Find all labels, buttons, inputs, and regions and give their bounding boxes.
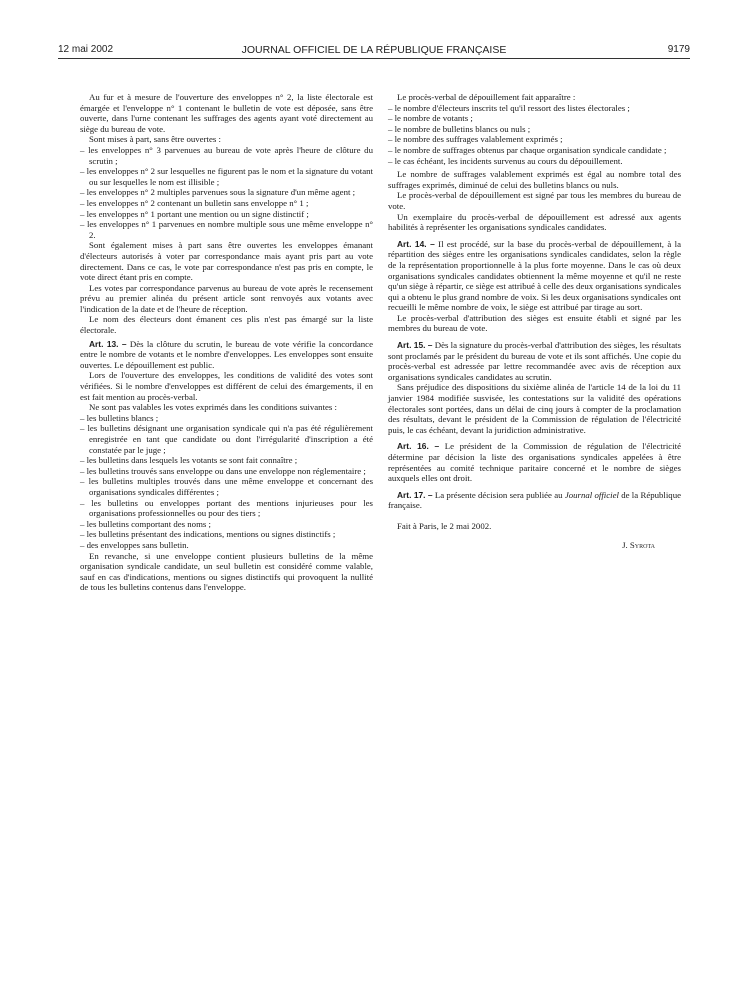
paragraph: Sont également mises à part sans être ouvertes les enveloppes émanant d'électeurs autorisés à voter par correspondance mais ayant pris part au vote directement. Dans ce cas, le vote par correspondance n'est pas pris en compte, le vote direct étant pris en compte. xyxy=(80,240,373,283)
article-label: Art. 17. – xyxy=(397,489,433,500)
article-13 xyxy=(80,339,373,371)
article-text: La présente décision sera publiée au xyxy=(434,489,565,500)
article-14 xyxy=(388,239,681,313)
list-item: – les bulletins désignant une organisation syndicale qui n'a pas été régulièrement enregistrée en tant que candidate ou dont l'irrégularité d'inscription a été constatée par le juge ; xyxy=(80,423,373,455)
page-number: 9179 xyxy=(667,44,690,55)
list-item: – des enveloppes sans bulletin. xyxy=(80,540,373,551)
article-16 xyxy=(388,441,681,483)
paragraph: Ne sont pas valables les votes exprimés dans les conditions suivantes : xyxy=(89,402,337,413)
list-item: – les bulletins ou enveloppes portant des mentions injurieuses pour les organisations professionnelles ou pour des tiers ; xyxy=(80,498,373,519)
list-item: – le nombre de votants ; xyxy=(388,113,681,124)
list-item: – les bulletins dans lesquels les votants se sont fait connaître ; xyxy=(80,455,373,466)
article-label: Art. 16. – xyxy=(397,441,440,452)
list-item: – les bulletins comportant des noms ; xyxy=(80,519,373,530)
excluded-envelopes-list xyxy=(80,145,373,240)
paragraph: Sans préjudice des dispositions du sixième alinéa de l'article 14 de la loi du 11 janvier 1984 modifiée susvisée, les contestations sur la validité des opérations électorales sont portées, dans un délai de cinq jours à compter de la proclamation des résultats, devant le président de la Commission de régulation de l'électricité puis, le cas échéant, devant la juridiction administrative. xyxy=(388,382,681,435)
right-column xyxy=(388,92,681,550)
paragraph: Un exemplaire du procès-verbal de dépouillement est adressé aux agents habilités à représenter les organisations syndicales candidates. xyxy=(388,211,681,233)
list-item: – les enveloppes n° 2 sur lesquelles ne figurent pas le nom et la signature du votant ou sur lesquelles le nom est illisible ; xyxy=(80,166,373,187)
paragraph: Les votes par correspondance parvenus au bureau de vote après le recensement prévu au premier alinéa du présent article sont renvoyés aux votants avec l'indication de la date et de l'heure de réception. xyxy=(80,282,373,314)
article-text: Dès la clôture du scrutin, le bureau de vote vérifie la concordance entre le nombre de votants et le nombre d'enveloppes. Les enveloppes sont ensuite ouvertes. Le dépouillement est public. xyxy=(80,338,373,370)
paragraph: Sont mises à part, sans être ouvertes : xyxy=(89,134,221,145)
paragraph: Lors de l'ouverture des enveloppes, les conditions de validité des votes sont vérifiées. Si le nombre d'enveloppes est différent de celui des émargements, il en est fait mention au procès-verbal. xyxy=(80,370,373,402)
article-label: Art. 15. – xyxy=(397,340,433,351)
article-text: Dès la signature du procès-verbal d'attribution des sièges, les résultats sont proclamés par le président du bureau de vote et ils sont affichés. Une copie du procès-verbal est adressée par lettre recommandée avec avis de réception aux organisations syndicales candidates au scrutin. xyxy=(388,340,681,382)
journal-title: JOURNAL OFFICIEL DE LA RÉPUBLIQUE FRANÇAISE xyxy=(241,44,507,56)
list-item: – le nombre d'électeurs inscrits tel qu'il ressort des listes électorales ; xyxy=(388,103,681,114)
list-item: – le cas échéant, les incidents survenus au cours du dépouillement. xyxy=(388,156,681,167)
issue-date: 12 mai 2002 xyxy=(58,44,114,55)
list-item: – les enveloppes n° 3 parvenues au bureau de vote après l'heure de clôture du scrutin ; xyxy=(80,145,373,166)
paragraph: Au fur et à mesure de l'ouverture des enveloppes n° 2, la liste électorale est émargée et l'enveloppe n° 1 contenant le bulletin de vote est déposée, sans être ouverte, dans l'urne contenant les suffrages des agents ayant voté directement au siège du bureau de vote. xyxy=(80,92,373,134)
list-item: – les enveloppes n° 1 portant une mention ou un signe distinctif ; xyxy=(80,209,373,220)
article-15 xyxy=(388,340,681,382)
list-item: – le nombre de bulletins blancs ou nuls ; xyxy=(388,124,681,135)
paragraph: Le procès-verbal de dépouillement est signé par tous les membres du bureau de vote. xyxy=(388,190,681,211)
article-label: Art. 14. – xyxy=(397,238,435,249)
paragraph: En revanche, si une enveloppe contient plusieurs bulletins de la même organisation syndicale candidate, un seul bulletin est considéré comme valable, sauf en cas d'indications, mentions ou signes distinctifs qui provoquent la nullité de tous les bulletins contenus dans l'enveloppe. xyxy=(80,550,373,593)
list-item: – les bulletins trouvés sans enveloppe ou dans une enveloppe non réglementaire ; xyxy=(80,466,373,477)
list-item: – les enveloppes n° 2 contenant un bulletin sans enveloppe n° 1 ; xyxy=(80,198,373,209)
list-item: – le nombre de suffrages obtenus par chaque organisation syndicale candidate ; xyxy=(388,145,681,156)
list-item: – le nombre des suffrages valablement exprimés ; xyxy=(388,134,681,145)
paragraph: Le nombre de suffrages valablement exprimés est égal au nombre total des suffrages exprimés, diminué de celui des bulletins blancs ou nuls. xyxy=(388,169,681,190)
article-text: Il est procédé, sur la base du procès-verbal de dépouillement, à la répartition des sièges entre les organisations syndicales candidates, selon la règle de la représentation proportionnelle à la plus forte moyenne. Dans le cas où deux organisations syndicales candidates obtiennent la même moyenne et qu'il ne reste qu'un siège à répartir, ce siège est attribué à celle des deux organisations syndicales qui a obtenu le plus grand nombre de voix. Si les deux organisations syndicales ont recueilli le même nombre de voix, le siège est attribué par tirage au sort. xyxy=(388,238,681,313)
journal-officiel-italic: Journal officiel xyxy=(564,489,619,500)
signature: J. Syrota xyxy=(622,539,655,550)
left-column xyxy=(80,92,373,593)
article-text: de la République française. xyxy=(388,489,682,511)
list-item: – les bulletins présentant des indications, mentions ou signes distinctifs ; xyxy=(80,529,373,540)
paragraph: Le nom des électeurs dont émanent ces plis n'est pas émargé sur la liste électorale. xyxy=(80,314,373,336)
list-item: – les bulletins multiples trouvés dans une même enveloppe et concernant des organisations syndicales différentes ; xyxy=(80,476,373,497)
paragraph: Le procès-verbal de dépouillement fait apparaître : xyxy=(397,92,576,102)
article-text: Le président de la Commission de régulation de l'électricité détermine par décision la liste des organisations syndicales appelées à être représentées au comité technique paritaire concerné et le nombre de sièges auxquels elles ont droit. xyxy=(388,441,681,484)
article-17 xyxy=(388,490,681,511)
report-contents-list xyxy=(388,103,681,167)
list-item: – les enveloppes n° 1 parvenues en nombre multiple sous une même enveloppe n° 2. xyxy=(80,219,373,240)
place-and-date: Fait à Paris, le 2 mai 2002. xyxy=(397,520,492,531)
invalid-votes-list xyxy=(80,413,373,551)
header-rule xyxy=(58,58,690,59)
paragraph: Le procès-verbal d'attribution des sièges est ensuite établi et signé par les membres du bureau de vote. xyxy=(388,312,681,334)
list-item: – les enveloppes n° 2 multiples parvenues sous la signature d'un même agent ; xyxy=(80,187,373,198)
list-item: – les bulletins blancs ; xyxy=(80,413,373,424)
article-label: Art. 13. – xyxy=(89,338,127,349)
